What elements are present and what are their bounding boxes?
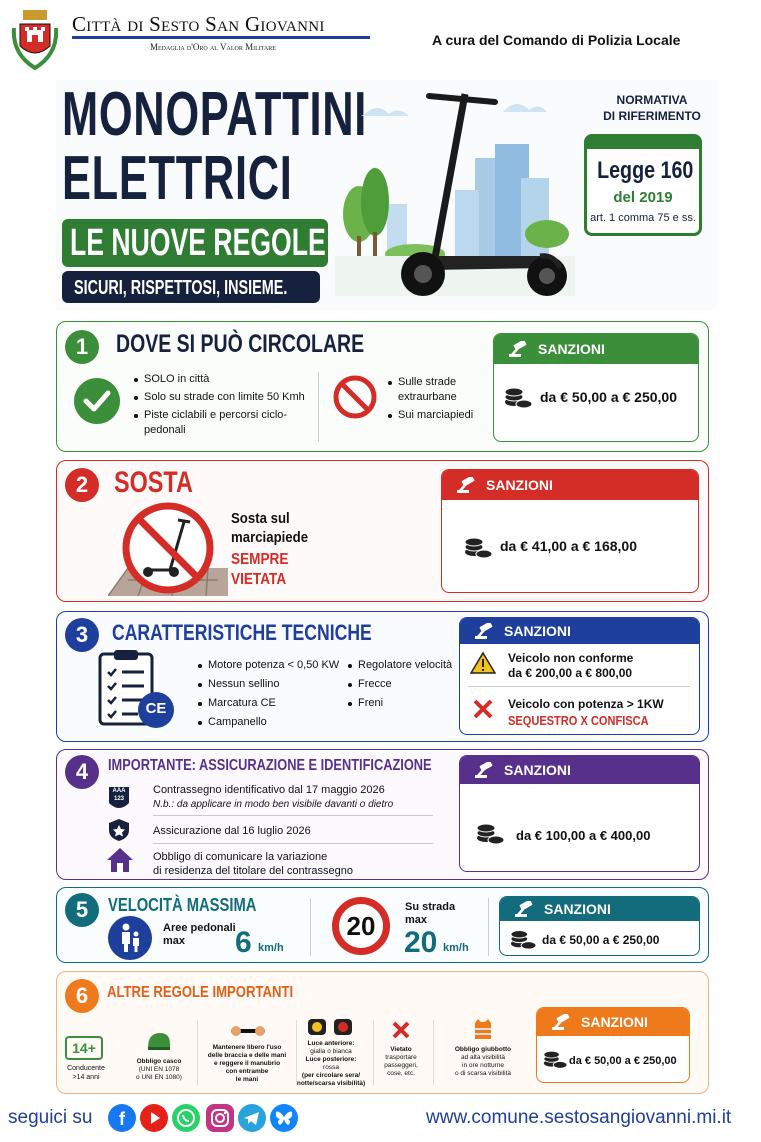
fines-label: SANZIONI [504,762,571,778]
fines-header [460,618,699,644]
divider [468,686,690,687]
section-3-fines [459,617,700,735]
tech-item: Campanello [196,715,346,730]
fine-amount: da € 50,00 a € 250,00 [540,389,677,405]
hero-subtitle: LE NUOVE REGOLE [70,222,326,264]
road-speed: 20 [404,926,438,959]
helmet-text [128,1058,190,1082]
noload-line: Vietato [390,1046,412,1053]
fines-label: SANZIONI [581,1014,648,1030]
vest-line: o di scarsa visibilità [455,1070,511,1077]
lights-line: rossa [323,1064,339,1071]
section-4-number: 4 [65,755,99,789]
section-5-number: 5 [65,893,99,927]
hero-tagline: SICURI, RISPETTOSI, INSIEME. [74,277,288,299]
lights-line: Luce posteriore: [305,1056,357,1063]
fine-amount: da € 50,00 a € 250,00 [569,1055,677,1067]
coins-icon [510,925,536,951]
pedestrian-max: max [163,935,186,947]
handlebar-icon [229,1024,267,1038]
fines-header [442,470,698,500]
tech-item: Regolatore velocità [346,658,456,673]
pedestrian-label: Aree pedonali [163,922,236,934]
hands-line: delle braccia e delle mani [207,1052,287,1059]
vest-line: Obbligo giubbotto [454,1046,512,1053]
law-name: Legge 160 [597,157,694,184]
fines-header [537,1008,689,1036]
fines-header [460,756,699,784]
forbidden-icon [332,374,378,420]
forbidden-list [386,375,486,426]
fine-amount: da € 100,00 a € 400,00 [516,828,651,843]
fine-amount: da € 41,00 a € 168,00 [500,538,637,554]
section-3-number: 3 [65,618,99,652]
fines-label: SANZIONI [486,477,553,493]
forbidden-item: Sui marciapiedi [386,408,486,423]
divider [433,1020,434,1085]
helmet-line: (UNI EN 1078 [138,1066,180,1073]
parking-text-2: marciapiede [231,529,309,546]
tech-list-2 [346,658,456,714]
section-5-title: VELOCITÀ MASSIMA [108,895,257,915]
speed-limit-sign [332,897,390,955]
divider [318,372,319,442]
hands-line: con entrambe [225,1068,269,1075]
tech-item: Marcatura CE [196,696,346,711]
section-6-title: ALTRE REGOLE IMPORTANTI [107,984,294,1001]
coins-icon [504,382,532,410]
home-icon [106,846,134,874]
lights-line: Luce anteriore: [307,1040,355,1047]
pedestrian-speed: 6 [235,926,252,959]
lights-line: (per circolare sera/ [301,1072,361,1079]
section-6-number: 6 [65,979,99,1013]
req-text: di residenza del titolare del contrassegno [153,865,353,877]
fines-label: SANZIONI [544,901,611,917]
section-6-fines [536,1007,690,1083]
age-line: Conducente [67,1065,105,1072]
coins-icon [476,818,504,846]
speed-limit-value: 20 [346,910,376,941]
hero-title-1: MONOPATTINI [62,80,368,149]
no-parking-scooter-icon [108,500,228,596]
coins-icon [543,1046,567,1070]
website-link[interactable]: www.comune.sestosangiovanni.mi.it [426,1107,732,1128]
road-max: max [405,914,428,926]
telegram-icon[interactable] [238,1104,266,1132]
allowed-list [132,372,312,441]
noload-line: passeggeri, [384,1062,418,1069]
divider [153,815,433,816]
tech-list-1 [196,658,346,733]
hands-line: e reggere il manubrio [213,1060,281,1067]
tech-item: Freni [346,696,456,711]
vest-text [446,1046,520,1078]
gavel-icon [514,901,536,917]
hero-tagline-banner [62,271,320,303]
law-calendar [584,134,702,236]
lights-line: notte/scarsa visibilità) [296,1080,366,1087]
no-load-text [374,1046,428,1078]
tech-item: Frecce [346,677,456,692]
bluesky-icon[interactable] [270,1104,298,1132]
curated-by: A cura del Comando di Polizia Locale [432,32,681,48]
divider [488,898,489,956]
divider [197,1020,198,1085]
coins-icon [464,532,492,560]
tech-item: Nessun sellino [196,677,346,692]
close-icon [391,1020,411,1040]
section-2-title: SOSTA [114,466,193,499]
age-line: >14 anni [72,1074,100,1081]
gavel-icon [474,762,496,778]
gavel-icon [551,1014,573,1030]
parking-text-3: SEMPRE [231,551,289,568]
calendar-bar [587,137,699,149]
age-text [56,1064,116,1082]
checklist-icon [96,648,178,730]
plate-text-2: 123 [113,796,124,802]
noload-line: cose, etc. [387,1070,415,1077]
lights-text [290,1040,372,1088]
age-badge [65,1036,103,1060]
fine-text: Veicolo con potenza > 1KW [508,697,664,711]
gavel-icon [474,623,496,639]
section-1-fines [493,333,699,442]
vest-icon [474,1018,492,1040]
fine-text: Veicolo non conforme [508,651,634,665]
gavel-icon [508,341,530,357]
allowed-item: SOLO in città [132,372,312,387]
section-2-fines [441,469,699,593]
warning-icon [470,651,496,675]
helmet-icon [146,1030,172,1054]
noload-line: trasportare [385,1054,417,1061]
city-name: Città di Sesto San Giovanni [72,12,325,36]
fine-amount: da € 200,00 a € 800,00 [508,666,633,680]
req-note: N.b.: da applicare in modo ben visibile davanti o dietro [153,799,394,810]
lights-icon [306,1018,354,1036]
divider [310,898,311,956]
section-1-number: 1 [65,330,99,364]
law-label-2: DI RIFERIMENTO [603,109,701,123]
follow-label: seguici su [8,1107,93,1128]
check-icon [74,378,120,424]
vest-line: in ore notturne [462,1062,504,1069]
section-3-title: CARATTERISTICHE TECNICHE [112,620,372,645]
fine-amount: da € 50,00 a € 250,00 [542,933,660,947]
section-4-fines [459,755,700,872]
fine-penalty: SEQUESTRO X CONFISCA [508,713,649,728]
divider [153,843,433,844]
whatsapp-icon[interactable] [172,1104,200,1132]
req-text: Assicurazione dal 16 luglio 2026 [153,825,311,837]
speed-unit: km/h [443,942,469,954]
law-year: del 2019 [613,189,673,206]
forbidden-item: Sulle strade extraurbane [386,375,486,405]
helmet-line: Obbligo casco [136,1058,182,1065]
hero-title-2: ELETTRICI [62,144,293,213]
age-value: 14+ [72,1040,96,1056]
section-4-title: IMPORTANTE: ASSICURAZIONE E IDENTIFICAZIONE [108,757,432,774]
req-text: Obbligo di comunicare la variazione [153,851,328,863]
hands-line: le mani [235,1076,259,1083]
instagram-icon[interactable] [206,1104,234,1132]
allowed-item: Piste ciclabili e percorsi ciclo-pedonali [132,408,312,438]
law-label-1: NORMATIVA [616,93,688,107]
parking-text-4: VIETATA [231,571,287,588]
city-medal: Medaglia d'Oro al Valor Militare [150,42,276,52]
shield-icon [108,818,130,842]
allowed-item: Solo su strade con limite 50 Kmh [132,390,312,405]
close-icon [472,698,494,720]
plate-text-1: AAA [112,788,126,794]
tech-item: Motore potenza < 0,50 KW [196,658,346,673]
vest-line: ad alta visibilità [460,1054,506,1061]
law-reference: art. 1 comma 75 e ss. [590,212,696,224]
speed-unit: km/h [258,942,284,954]
hero-subtitle-banner [62,219,328,267]
pedestrian-icon [108,916,152,960]
req-text: Contrassegno identificativo dal 17 maggio 2026 [153,784,385,796]
helmet-line: o UNI EN 1080) [136,1074,182,1081]
section-5-fines [499,896,700,956]
hands-line: Mantenere libero l'uso [212,1044,282,1051]
fines-header [494,334,698,364]
hands-text [200,1044,294,1084]
gavel-icon [456,477,478,493]
facebook-icon[interactable]: f [108,1104,136,1132]
license-plate-icon [107,785,131,813]
section-1-title: DOVE SI PUÒ CIRCOLARE [116,330,365,358]
city-crest [10,6,60,72]
fines-header [500,897,699,921]
section-2-number: 2 [65,468,99,502]
header-rule [72,36,370,39]
youtube-icon[interactable] [140,1104,168,1132]
lights-line: gialla o bianca [310,1048,352,1055]
road-label: Su strada [405,901,456,913]
fines-label: SANZIONI [538,341,605,357]
scooter-illustration [335,86,575,308]
parking-text-1: Sosta sul [231,510,290,527]
ce-mark: CE [145,700,167,717]
fines-label: SANZIONI [504,623,571,639]
